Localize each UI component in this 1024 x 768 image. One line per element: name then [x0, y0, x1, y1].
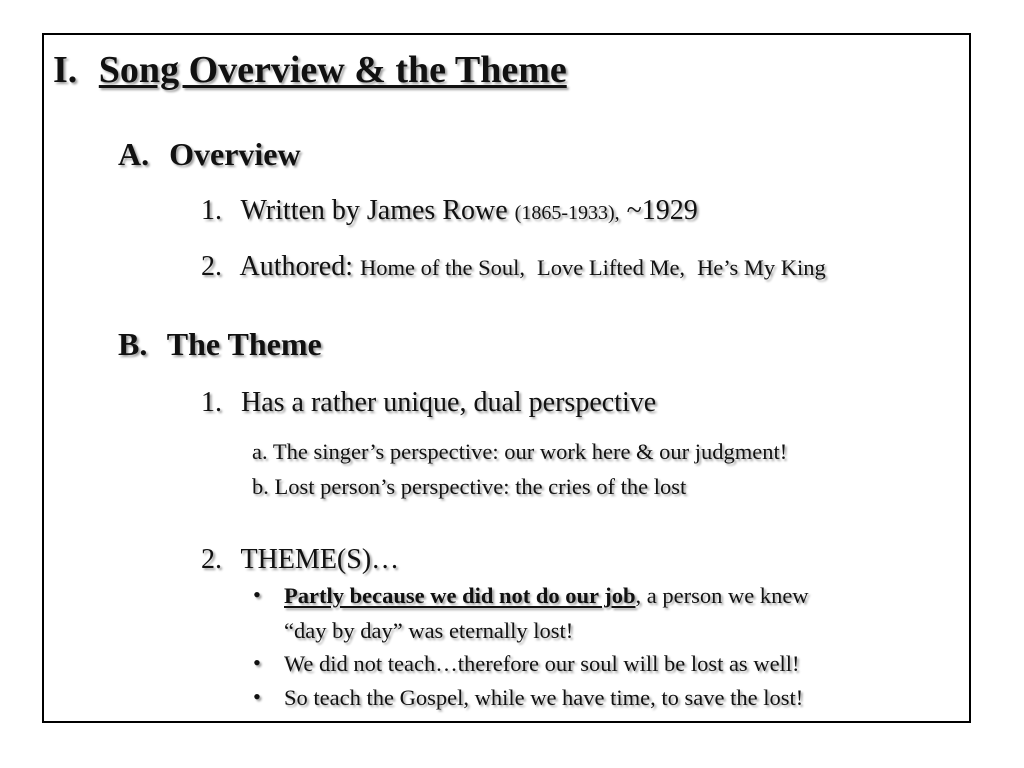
author-years: (1865-1933),: [514, 202, 620, 224]
bullet-text: We did not teach…therefore our soul will be lost as well!: [284, 651, 800, 676]
bullet-emphasis: Partly because we did not do our job: [284, 583, 636, 608]
work-title: Home of the Soul,: [360, 255, 525, 280]
section-title: Song Overview & the Theme: [98, 49, 567, 91]
theme-item-2: [201, 546, 399, 574]
theme-bullet-1: [253, 584, 261, 607]
theme-bullet-1-continuation: [284, 620, 573, 643]
bullet-text: , a person we knew: [635, 583, 809, 608]
overview-item-1: [201, 197, 698, 225]
theme-bullet-2-text: [284, 653, 800, 676]
bullet-text: So teach the Gospel, while we have time, to save the lost!: [284, 685, 804, 710]
bullet-text: “day by day” was eternally lost!: [284, 618, 574, 643]
subsection-title: The Theme: [166, 326, 322, 362]
perspective-letter: a.: [252, 439, 268, 464]
subsection-title: Overview: [169, 136, 301, 172]
item-number: 2.: [201, 251, 222, 282]
item-text: Has a rather unique, dual perspective: [241, 387, 657, 418]
item-number: 1.: [201, 387, 222, 418]
bullet-marker: •: [253, 582, 261, 607]
perspective-a: [252, 441, 787, 464]
subsection-number: B.: [118, 326, 148, 362]
section-heading-i: [53, 51, 567, 89]
subsection-heading-a: [118, 138, 301, 170]
item-label: Authored:: [239, 251, 353, 282]
work-title: He’s My King: [697, 255, 826, 280]
perspective-text: Lost person’s perspective: the cries of the lost: [274, 474, 687, 499]
subsection-number: A.: [118, 136, 150, 172]
theme-bullet-1-text: [284, 585, 809, 608]
theme-bullet-3-text: [284, 687, 803, 710]
item-number: 2.: [201, 544, 222, 575]
perspective-text: The singer’s perspective: our work here & our judgment!: [272, 439, 788, 464]
section-number: I.: [53, 49, 78, 91]
overview-item-2: [201, 253, 826, 281]
subsection-heading-b: [118, 328, 322, 360]
theme-item-1: [201, 389, 656, 417]
item-number: 1.: [201, 195, 222, 226]
theme-bullet-2: [253, 652, 261, 675]
item-text: THEME(S)…: [240, 544, 400, 575]
work-title: Love Lifted Me,: [536, 255, 686, 280]
theme-bullet-3: [253, 686, 261, 709]
written-date: ~1929: [626, 195, 698, 226]
bullet-marker: •: [253, 684, 261, 709]
bullet-marker: •: [253, 650, 261, 675]
perspective-letter: b.: [252, 474, 269, 499]
item-text: Written by James Rowe: [240, 195, 508, 226]
perspective-b: [252, 476, 686, 499]
